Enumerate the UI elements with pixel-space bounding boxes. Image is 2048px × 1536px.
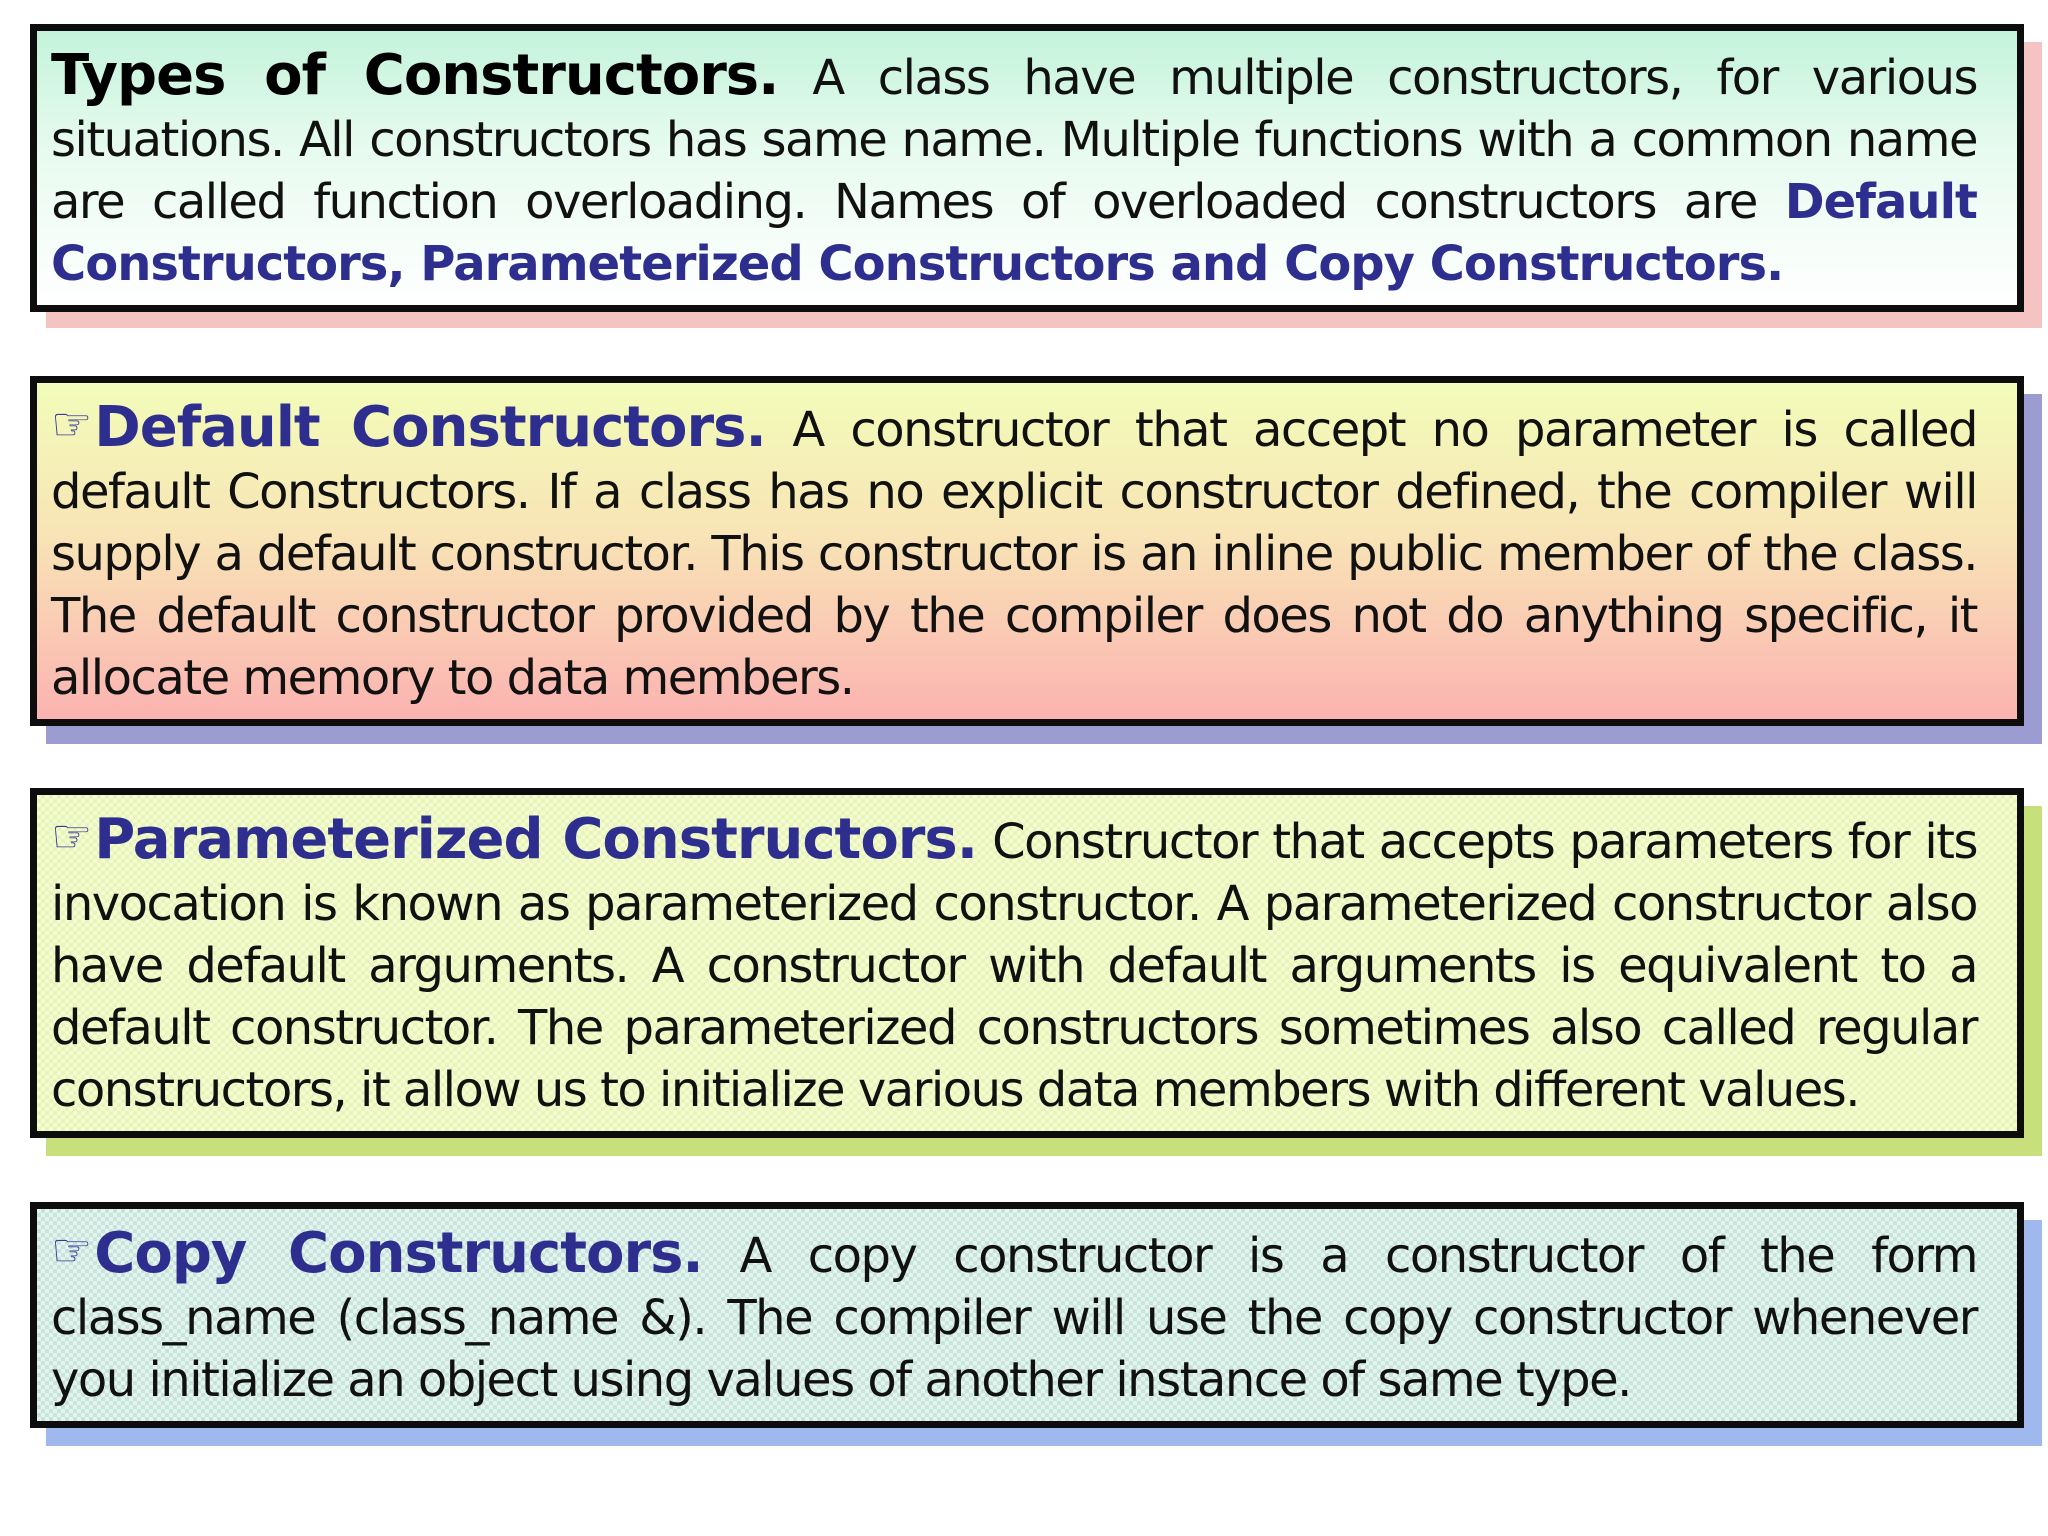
parameterized-constructors-box bbox=[30, 788, 2024, 1138]
parameterized-body: Constructor that accepts parameters for its invocation is known as parameterized constructor. A parameterized constructor also have default arguments. A constructor with default arguments is equivalent to a default constructor. The parameterized constructors sometimes also called regular constructors, it allow us to initialize various data members with different values. bbox=[51, 814, 1977, 1118]
copy-heading: Copy Constructors. bbox=[94, 1221, 703, 1286]
pointing-hand-icon: ☞ bbox=[51, 397, 93, 451]
types-of-constructors-box bbox=[30, 24, 2024, 312]
copy-paragraph bbox=[51, 1223, 1977, 1411]
parameterized-heading: Parameterized Constructors. bbox=[94, 807, 978, 872]
types-heading: Types of Constructors. bbox=[51, 43, 779, 108]
default-body: A constructor that accept no parameter is called default Constructors. If a class has no explicit constructor defined, the compiler will supply a default constructor. This constructor is an inline public member of the class. The default constructor provided by the compiler does not do anything specific, it allocate memory to data members. bbox=[51, 402, 1977, 706]
copy-body: A copy constructor is a constructor of the form class_name (class_name &). The compiler will use the copy constructor whenever you initialize an object using values of another instance of same type. bbox=[51, 1228, 1977, 1408]
default-heading: Default Constructors. bbox=[94, 395, 766, 460]
types-paragraph bbox=[51, 45, 1977, 295]
default-constructors-box bbox=[30, 376, 2024, 726]
copy-constructors-box bbox=[30, 1202, 2024, 1428]
pointing-hand-icon: ☞ bbox=[51, 809, 93, 863]
pointing-hand-icon: ☞ bbox=[51, 1223, 93, 1277]
parameterized-paragraph bbox=[51, 809, 1977, 1121]
default-paragraph bbox=[51, 397, 1977, 709]
types-body: A class have multiple constructors, for various situations. All constructors has same name. Multiple functions with a common name are called function overloading. Names of overloaded constructors are bbox=[51, 50, 1977, 230]
types-emphasis: Default Constructors, Parameterized Constructors and Copy Constructors. bbox=[51, 174, 1977, 292]
